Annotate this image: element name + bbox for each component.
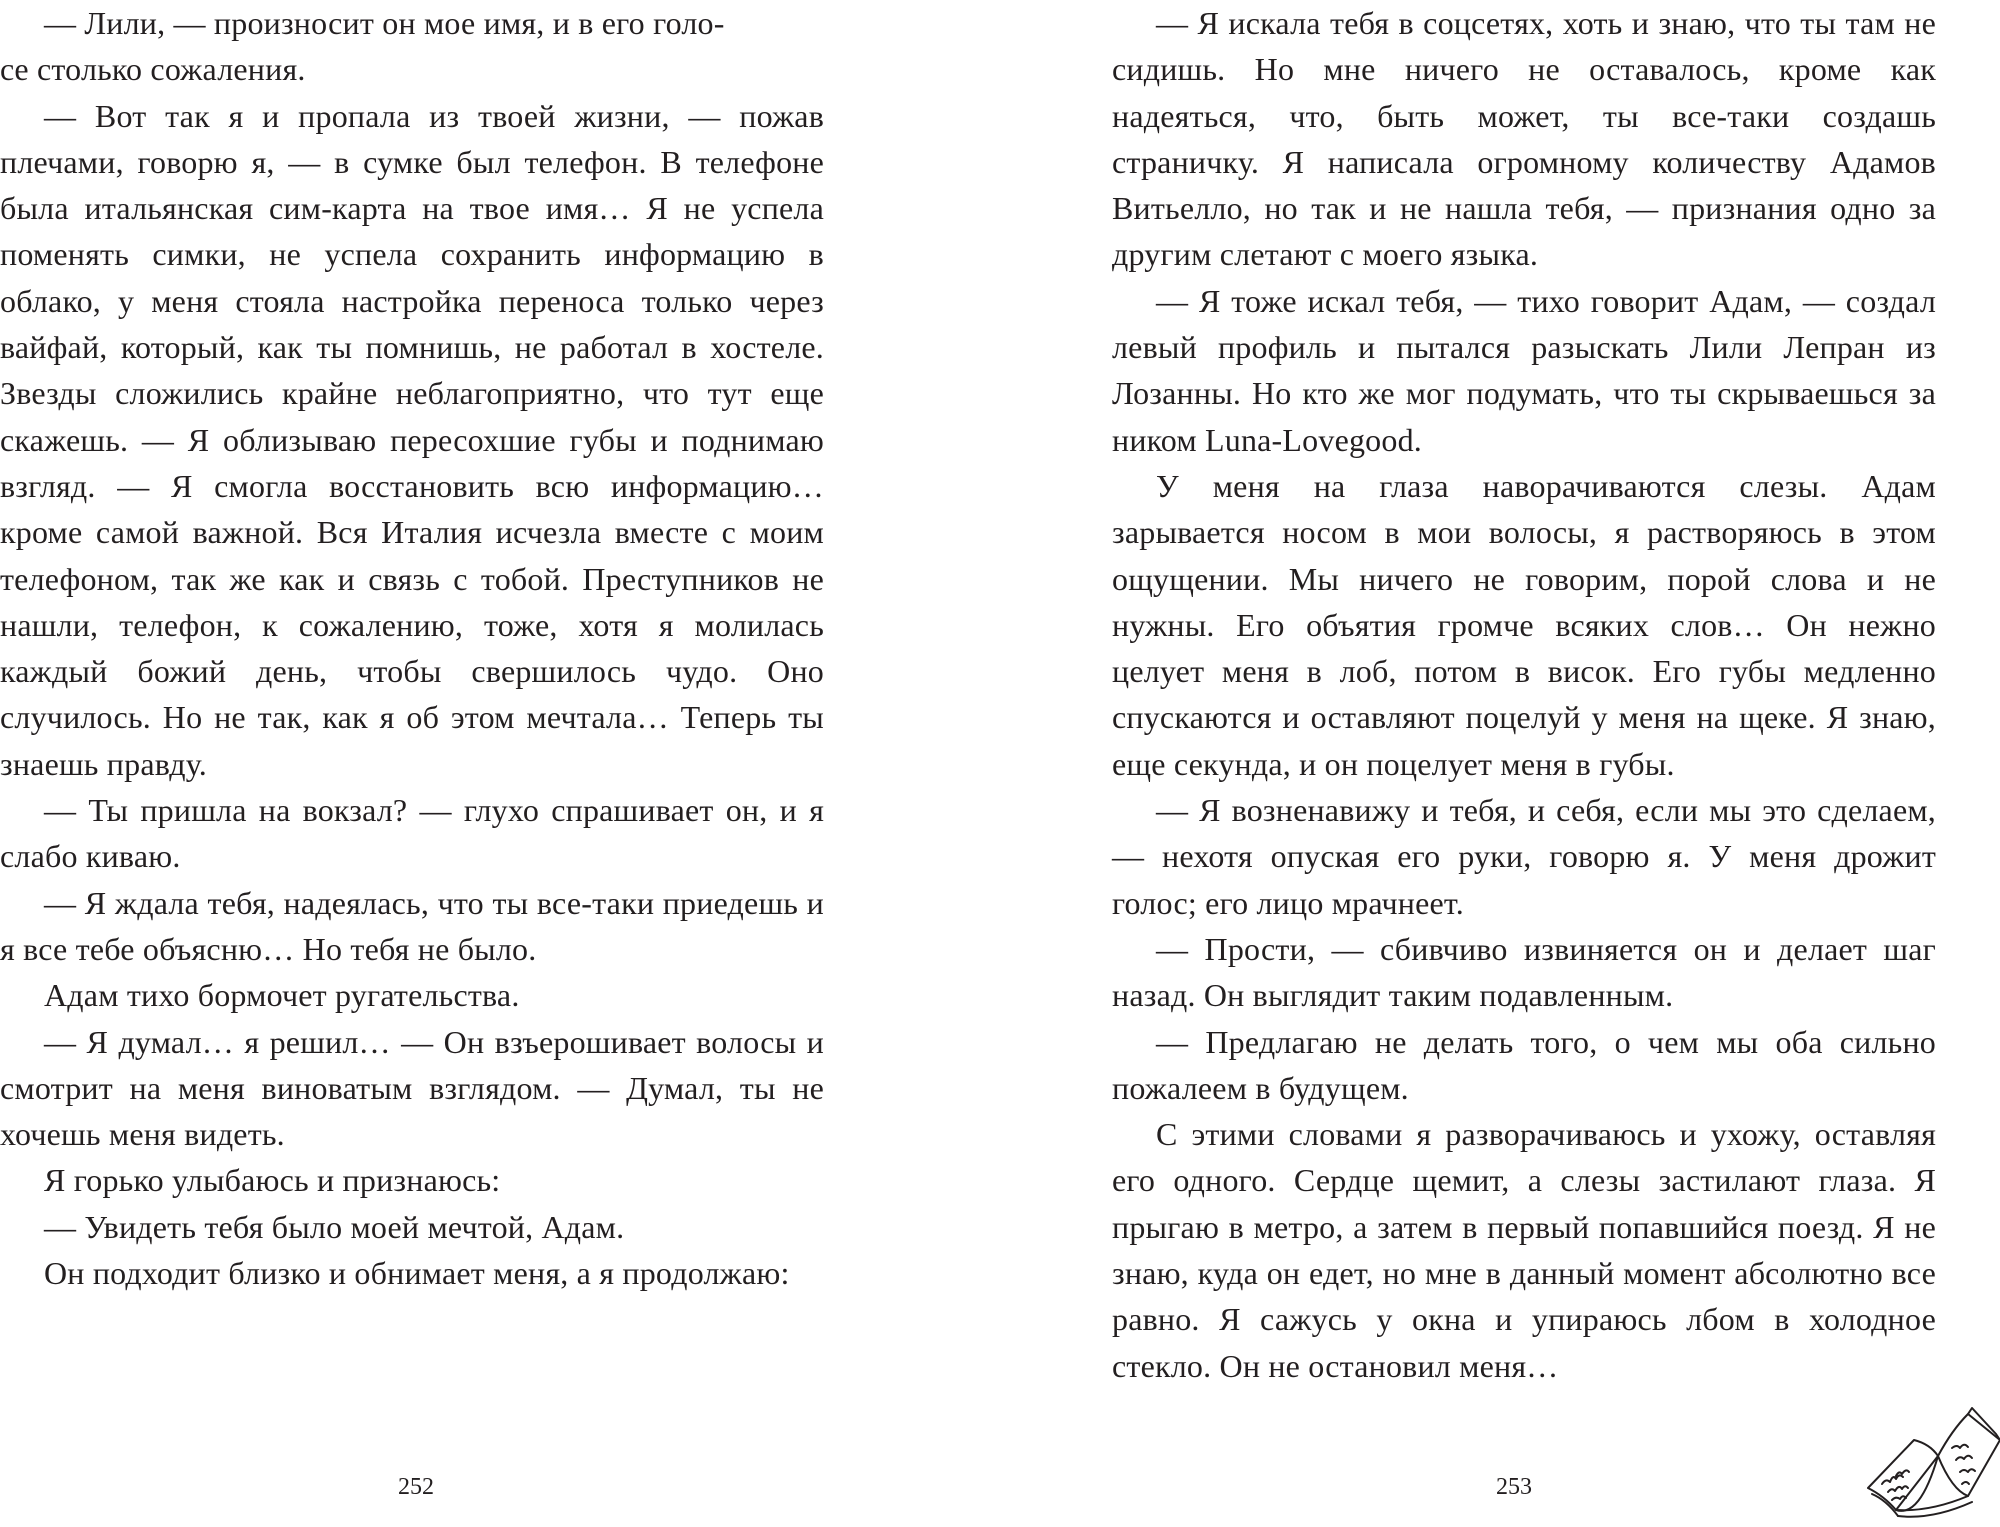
page-number-right: 253 [1496, 1474, 1532, 1500]
left-page-text [0, 0, 824, 1296]
left-paragraph-4: — Я ждала тебя, надеялась, что ты все-таки приедешь и я все тебе объясню… Но тебя не было. [0, 884, 824, 967]
left-paragraph-3: — Ты пришла на вокзал? — глухо спрашивает он, и я слабо киваю. [0, 792, 824, 875]
left-paragraph-7: Я горько улыбаюсь и признаюсь: [44, 1162, 501, 1199]
left-paragraph-1: ce столько сожаления. [0, 51, 306, 88]
page-number-left: 252 [398, 1474, 434, 1500]
left-page-first-line: — Лили, — произносит он мое имя, и в его голо- [44, 5, 725, 41]
right-paragraph-6: — Предлагаю не делать того, о чем мы оба сильно пожалеем в будущем. [1112, 1023, 1936, 1106]
right-page-text [1112, 0, 1936, 1389]
right-paragraph-3: У меня на глаза наворачиваются слезы. Адам зарывается носом в мои волосы, я растворяюсь в этом ощущении. Мы ничего не говорим, порой слова и не нужны. Его объятия громче всяких слов… Он нежно целует меня в лоб, потом в висок. Его губы медленно спускаются и оставляют поцелуй у меня на щеке. Я знаю, еще секунда, и он поцелует меня в губы. [1112, 467, 1936, 782]
right-paragraph-4: — Я возненавижу и тебя, и себя, если мы это сделаем, — нехотя опуская его руки, говорю я. У меня дрожит голос; его лицо мрачнеет. [1112, 792, 1936, 921]
left-paragraph-9: Он подходит близко и обнимает меня, а я продолжаю: [44, 1255, 790, 1292]
left-paragraph-8: — Увидеть тебя было моей мечтой, Адам. [44, 1208, 625, 1245]
right-paragraph-2: — Я тоже искал тебя, — тихо говорит Адам, — создал левый профиль и пытался разыскать Лили Лепран из Лозанны. Но кто же мог подумать, что ты скрываешься за ником Luna-Lovegood. [1112, 282, 1936, 458]
right-page [1000, 0, 2000, 1527]
right-paragraph-1: — Я искала тебя в соцсетях, хоть и знаю, что ты там не сидишь. Но мне ничего не оставалось, кроме как надеяться, что, быть может, ты все-таки создашь страничку. Я написала огромному количеству Адамов Витьелло, но так и не нашла тебя, — признания одно за другим слетают с моего языка. [1112, 5, 1936, 273]
left-paragraph-6: — Я думал… я решил… — Он взъерошивает волосы и смотрит на меня виноватым взглядом. — Думал, ты не хочешь меня видеть. [0, 1023, 824, 1153]
open-book-icon [1860, 1400, 2000, 1527]
left-paragraph-5: Адам тихо бормочет ругательства. [44, 977, 520, 1014]
left-paragraph-2: — Вот так я и пропала из твоей жизни, — пожав плечами, говорю я, — в сумке был телефон. В телефоне была итальянская сим-карта на твое имя… Я не успела поменять симки, не успела сохранить информацию в облако, у меня стояла настройка переноса только через вайфай, который, как ты помнишь, не работал в хостеле. Звезды сложились крайне неблагоприятно, что тут еще скажешь. — Я облизываю пересохшие губы и поднимаю взгляд. — Я смогла восстановить всю информацию… кроме самой важной. Вся Италия исчезла вместе с моим телефоном, так же как и связь с тобой. Преступников не нашли, телефон, к сожалению, тоже, хотя я молилась каждый божий день, чтобы свершилось чудо. Оно случилось. Но не так, как я об этом мечтала… Теперь ты знаешь правду. [0, 97, 824, 782]
right-paragraph-5: — Прости, — сбивчиво извиняется он и делает шаг назад. Он выглядит таким подавленным. [1112, 930, 1936, 1014]
right-paragraph-7: С этими словами я разворачиваюсь и ухожу, оставляя его одного. Сердце щемит, а слезы застилают глаза. Я прыгаю в метро, а затем в первый попавшийся поезд. Я не знаю, куда он едет, но мне в данный момент абсолютно все равно. Я сажусь у окна и упираюсь лбом в холодное стекло. Он не остановил меня… [1112, 1116, 1936, 1384]
